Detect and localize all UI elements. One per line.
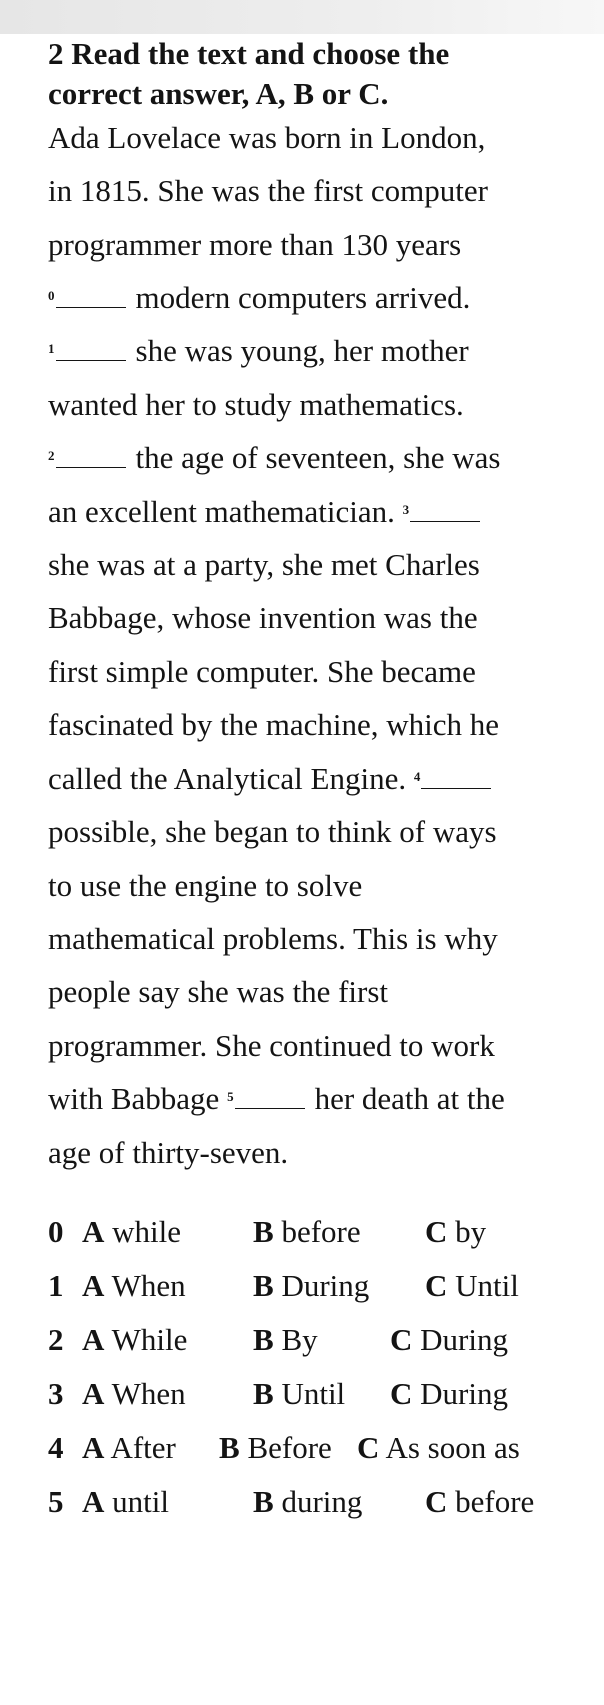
text-segment: with Babbage <box>48 1081 228 1116</box>
text-line: Ada Lovelace was born in London, <box>48 120 486 155</box>
text-segment: modern computers arrived. <box>135 280 471 315</box>
top-bar <box>0 0 604 34</box>
gap-number: 3 <box>402 502 410 517</box>
heading-line-1: 2 Read the text and choose the <box>48 36 450 71</box>
option-number: 2 <box>48 1322 64 1357</box>
option-c[interactable]: C Until <box>425 1268 519 1303</box>
gap-blank-5[interactable] <box>235 1080 305 1109</box>
option-a[interactable]: A While <box>82 1322 188 1357</box>
gap-number: 2 <box>48 448 55 463</box>
option-a[interactable]: A When <box>82 1376 186 1411</box>
text-segment: she was young, her mother <box>135 333 469 368</box>
text-line <box>48 759 491 799</box>
text-line <box>48 1079 505 1119</box>
gap-blank-4[interactable] <box>421 760 491 789</box>
option-number: 4 <box>48 1430 64 1465</box>
text-line: possible, she began to think of ways <box>48 814 497 849</box>
text-line: mathematical problems. This is why <box>48 921 498 956</box>
text-line: to use the engine to solve <box>48 868 363 903</box>
option-a[interactable]: A while <box>82 1214 182 1249</box>
text-segment: her death at the <box>314 1081 505 1116</box>
option-a[interactable]: A When <box>82 1268 186 1303</box>
option-c[interactable]: C As soon as <box>357 1430 520 1465</box>
text-line: programmer. She continued to work <box>48 1028 495 1063</box>
option-c[interactable]: C by <box>425 1214 487 1249</box>
text-segment: called the Analytical Engine. <box>48 761 414 796</box>
option-b[interactable]: B Until <box>253 1376 346 1411</box>
text-line <box>48 331 469 371</box>
text-segment: an excellent mathematician. <box>48 494 403 529</box>
gap-number: 1 <box>48 341 55 356</box>
option-b[interactable]: B Before <box>219 1430 332 1465</box>
option-b[interactable]: B By <box>253 1322 318 1357</box>
option-c[interactable]: C During <box>390 1322 508 1357</box>
option-c[interactable]: C before <box>425 1484 535 1519</box>
heading-line-2: correct answer, A, B or C. <box>48 76 389 111</box>
text-line: people say she was the first <box>48 974 389 1009</box>
text-line: fascinated by the machine, which he <box>48 707 500 742</box>
option-number: 5 <box>48 1484 64 1519</box>
text-line <box>48 278 470 318</box>
text-line <box>48 438 500 478</box>
option-a[interactable]: A until <box>82 1484 169 1519</box>
text-line <box>48 492 480 532</box>
option-b[interactable]: B during <box>253 1484 363 1519</box>
gap-number: 5 <box>227 1089 234 1104</box>
option-b[interactable]: B before <box>253 1214 361 1249</box>
gap-blank-0[interactable] <box>56 279 126 308</box>
text-line: programmer more than 130 years <box>48 227 462 262</box>
text-line: age of thirty-seven. <box>48 1135 289 1170</box>
gap-blank-2[interactable] <box>56 439 126 468</box>
gap-blank-1[interactable] <box>56 332 126 361</box>
option-number: 0 <box>48 1214 64 1249</box>
text-line: first simple computer. She became <box>48 654 476 689</box>
exercise-heading <box>48 34 588 114</box>
gap-number: 4 <box>413 769 421 784</box>
option-number: 1 <box>48 1268 64 1303</box>
text-line: in 1815. She was the first computer <box>48 173 488 208</box>
option-c[interactable]: C During <box>390 1376 508 1411</box>
text-line: wanted her to study mathematics. <box>48 387 464 422</box>
gap-number: 0 <box>48 288 55 303</box>
option-a[interactable]: A After <box>82 1430 176 1465</box>
option-b[interactable]: B During <box>253 1268 370 1303</box>
text-segment: the age of seventeen, she was <box>135 440 501 475</box>
option-number: 3 <box>48 1376 64 1411</box>
text-line: she was at a party, she met Charles <box>48 547 480 582</box>
text-line: Babbage, whose invention was the <box>48 600 478 635</box>
gap-blank-3[interactable] <box>410 493 480 522</box>
